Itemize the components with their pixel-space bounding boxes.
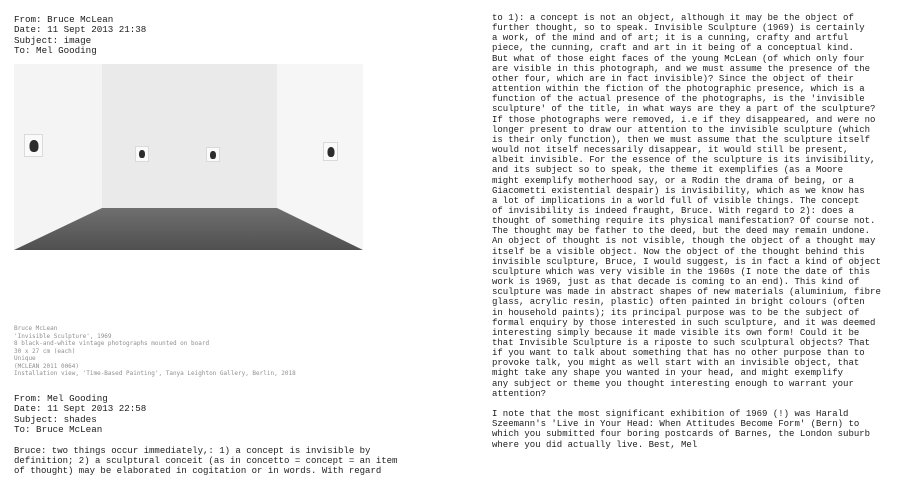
body-line: albeit invisible. For the essence of the sculpture is its invisibility, bbox=[492, 155, 876, 166]
caption-line: 30 x 27 cm (each) bbox=[14, 347, 76, 355]
body-line: formal enquiry by those interested in such sculpture, and it was deemed bbox=[492, 317, 876, 328]
body-line: But what of those eight faces of the young McLean (of which only four bbox=[492, 53, 865, 64]
portrait-photo bbox=[206, 147, 220, 162]
body-paragraph bbox=[492, 13, 892, 399]
email-from: From: Mel Gooding bbox=[14, 393, 108, 404]
body-line: work is 1969, just as that decade is coming to an end). This kind of bbox=[492, 277, 860, 288]
body-line: that Invisible Sculpture is a riposte to such sculptural objects? That bbox=[492, 338, 871, 348]
body-line: sculpture which was very visible in the 1960s (I note the date of this bbox=[492, 266, 871, 277]
caption-line: Unique bbox=[14, 355, 36, 362]
body-line: Giacometti existential despair) is invisibility, which as we know has bbox=[492, 185, 865, 196]
email-to: To: Mel Gooding bbox=[14, 45, 97, 57]
portrait-photo bbox=[135, 146, 149, 162]
body-line: of thought) may be elaborated in cogitation or in words. With regard bbox=[14, 466, 382, 477]
email-date: Date: 11 Sept 2013 21:38 bbox=[14, 24, 147, 36]
body-line: attention? bbox=[492, 388, 547, 399]
caption-line: Installation view, 'Time-Based Painting', Tanya Leighton Gallery, Berlin, 2018 bbox=[14, 370, 296, 377]
body-line: interesting simply because it made visible its own form! Could it be bbox=[492, 327, 860, 338]
email-subject: Subject: image bbox=[14, 34, 92, 46]
body-line: I note that the most significant exhibition of 1969 (!) was Harald bbox=[492, 409, 849, 420]
body-paragraph bbox=[492, 409, 892, 450]
email-date: Date: 11 Sept 2013 22:58 bbox=[14, 403, 147, 415]
body-line: Szeemann's 'Live in Your Head: When Attitudes Become Form' (Bern) to bbox=[492, 419, 860, 430]
body-line: invisible sculpture, Bruce, I would suggest, is in fact a kind of object bbox=[492, 256, 881, 267]
body-line: piece, the cunning, craft and art in it being of a conceptual kind. bbox=[492, 43, 854, 54]
body-line: itself be a visible object. Now the object of the thought behind this bbox=[492, 246, 865, 257]
body-line: where you did actually live. Best, Mel bbox=[492, 439, 698, 450]
body-line: An object of thought is not visible, though the object of a thought may bbox=[492, 236, 876, 247]
body-line: a lot of implications in a world full of visible things. The concept bbox=[492, 195, 860, 206]
body-line: provoke talk, you might as well start with an invisible object, that bbox=[492, 358, 860, 369]
body-line: which you submitted four boring postcards of Barnes, the London suburb bbox=[492, 429, 871, 440]
email-body-right bbox=[492, 13, 892, 450]
email-subject: Subject: shades bbox=[14, 413, 97, 425]
body-line: any subject or theme you thought interesting enough to warrant your bbox=[492, 378, 854, 389]
paragraph-gap bbox=[492, 399, 892, 409]
email-to: To: Bruce McLean bbox=[14, 424, 103, 436]
body-line: sculpture' of the title, in what ways are they a part of the sculpture? bbox=[492, 104, 876, 115]
email-header-2 bbox=[14, 394, 146, 436]
body-line: in household paints); its principal purpose was to be the subject of bbox=[492, 307, 860, 318]
body-line: might take any shape you wanted in your head, and might exemplify bbox=[492, 368, 844, 379]
body-line: glass, acrylic resin, plastic) often painted in bright colours (often bbox=[492, 297, 865, 308]
portrait-photo bbox=[24, 134, 43, 157]
body-line: a work, of the mind and of art; it is a cunning, crafty and artful bbox=[492, 33, 849, 44]
body-line: if you want to talk about something that has no other purpose than to bbox=[492, 348, 865, 359]
body-line: If those photographs were removed, i.e if they disappeared, and were no bbox=[492, 114, 876, 125]
body-line: other four, which are in fact invisible)? Since the object of their bbox=[492, 73, 854, 84]
caption-line: (MCLEAN 2011 0064) bbox=[14, 362, 80, 370]
body-line: longer present to draw our attention to the invisible sculpture (which bbox=[492, 124, 871, 135]
body-line: is their only function), then we must assume that the sculpture itself bbox=[492, 134, 871, 145]
body-line: are visible in this photograph, and we must assume the presence of the bbox=[492, 63, 871, 74]
portrait-photo bbox=[323, 142, 338, 161]
body-line: might exemplify motherhood say, or a Rodin the drama of being, or a bbox=[492, 175, 854, 186]
body-line: Bruce: two things occur immediately,: 1) a concept is invisible by bbox=[14, 446, 371, 456]
body-line: definition; 2) a sculptural conceit (as in concetto = concept = an item bbox=[14, 456, 398, 467]
artwork-caption bbox=[14, 325, 296, 378]
body-line: sculpture was made in abstract shapes of new materials (aluminium, fibre bbox=[492, 287, 881, 298]
email-from: From: Bruce McLean bbox=[14, 14, 114, 25]
installation-photo bbox=[14, 64, 363, 250]
body-line: further thought, so to speak. Invisible Sculpture (1969) is certainly bbox=[492, 23, 865, 34]
body-line: function of the actual presence of the photographs, is the 'invisible bbox=[492, 94, 865, 105]
body-line: would not itself necessarily disappear, it would still be present, bbox=[492, 145, 849, 156]
body-line: to 1): a concept is not an object, although it may be the object of bbox=[492, 13, 854, 23]
email-header-1 bbox=[14, 15, 146, 57]
body-line: The thought may be father to the deed, but the deed may remain undone. bbox=[492, 226, 871, 237]
gallery-back-wall bbox=[102, 64, 277, 208]
body-line: and its subject so to speak, the theme it exemplifies (as a Moore bbox=[492, 165, 844, 176]
body-line: thought of something require its physical manifestation? Of course not. bbox=[492, 216, 876, 227]
email-body-left bbox=[14, 446, 398, 477]
body-line: attention within the fiction of the photographic presence, which is a bbox=[492, 84, 865, 95]
caption-line: 8 black-and-white vintage photographs mounted on board bbox=[14, 340, 210, 347]
caption-line: 'Invisible Sculpture', 1969 bbox=[14, 332, 112, 340]
caption-line: Bruce McLean bbox=[14, 325, 58, 332]
body-line: of invisibility is indeed fraught, Bruce. With regard to 2): does a bbox=[492, 205, 854, 216]
